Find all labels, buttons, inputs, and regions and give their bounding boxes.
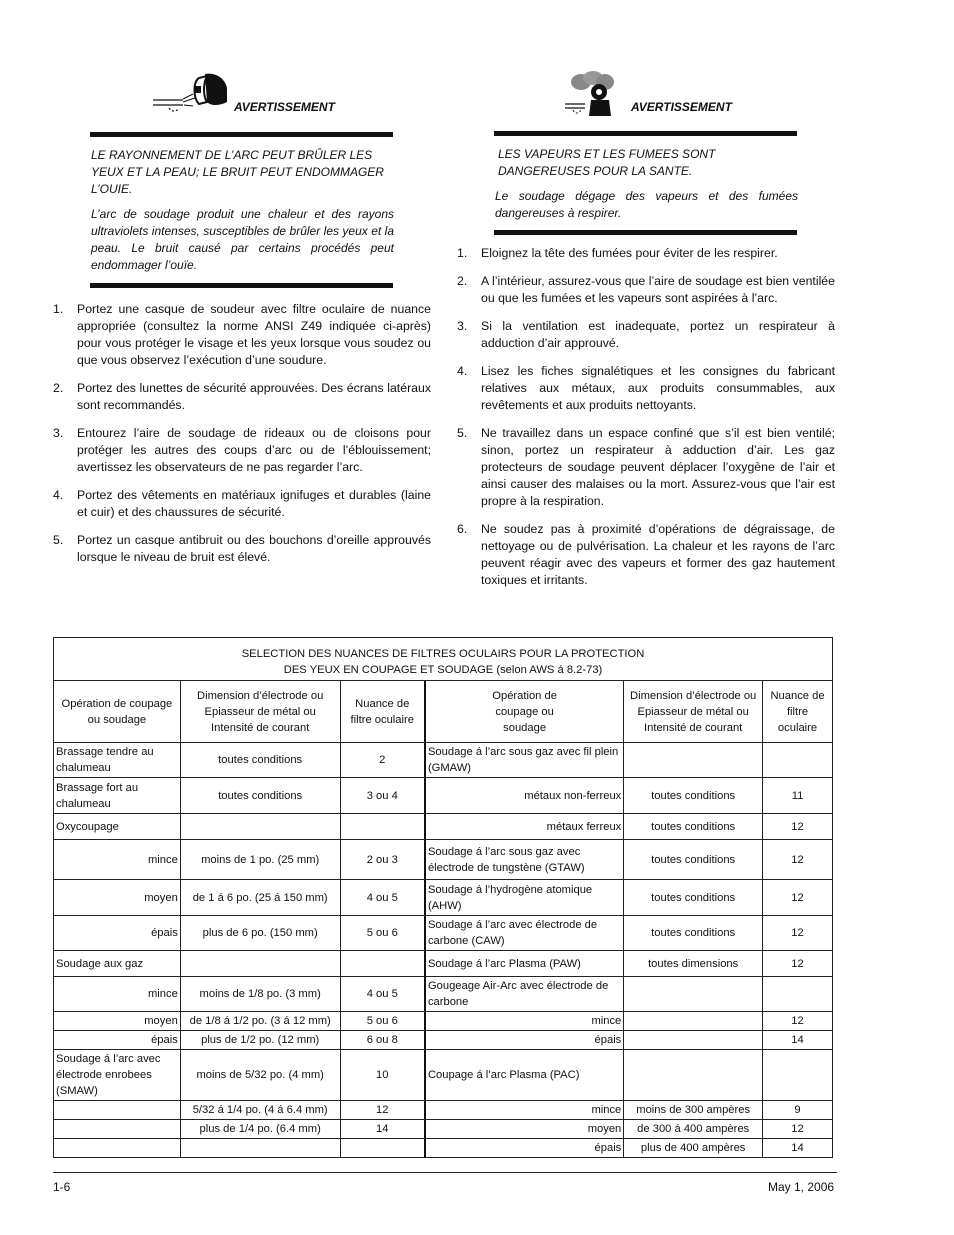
table-cell: 12 xyxy=(763,1012,833,1031)
table-cell: moins de 1 po. (25 mm) xyxy=(180,840,340,880)
table-cell: 5 ou 6 xyxy=(340,916,425,951)
table-cell: plus de 1/4 po. (6.4 mm) xyxy=(180,1120,340,1139)
table-cell: 3 ou 4 xyxy=(340,778,425,814)
table-cell: toutes conditions xyxy=(180,743,340,778)
welding-helmet-icon xyxy=(153,72,233,114)
list-item xyxy=(457,521,835,589)
table-cell: 5/32 á 1/4 po. (4 á 6.4 mm) xyxy=(180,1101,340,1120)
table-header-row xyxy=(54,681,833,743)
left-warning-body: L’arc de soudage produit une chaleur et des rayons ultraviolets intenses, susceptibles de brûler les yeux et la peau. Le bruit causé par certains procédés peut endommager l’ouïe. xyxy=(91,207,394,272)
list-item xyxy=(53,532,431,566)
table-cell: Soudage aux gaz xyxy=(54,951,181,977)
left-warning-heading: LE RAYONNEMENT DE L’ARC PEUT BRÛLER LES YEUX ET LA PEAU; LE BRUIT PEUT ENDOMMAGER L’OUIE. xyxy=(91,148,384,196)
table-cell: Soudage á l’arc sous gaz avec électrode de tungstène (GTAW) xyxy=(425,840,624,880)
item-text: Si la ventilation est inadequate, portez un respirateur à adduction d’air approuvé. xyxy=(481,319,835,350)
table-cell: 12 xyxy=(763,1120,833,1139)
list-item xyxy=(457,245,835,262)
table-cell: 12 xyxy=(763,840,833,880)
item-number: 3. xyxy=(53,426,64,440)
item-number: 5. xyxy=(53,533,64,547)
left-column xyxy=(53,66,431,577)
table-cell: 12 xyxy=(340,1101,425,1120)
table-cell xyxy=(340,951,425,977)
item-number: 2. xyxy=(457,274,468,288)
right-warning-top-rule xyxy=(494,131,797,136)
right-warning-title: AVERTISSEMENT xyxy=(631,100,732,114)
item-text: A l’intérieur, assurez-vous que l’aire de soudage est bien ventilée ou que les fumées et les vapeurs sont aspirées à l’arc. xyxy=(481,274,835,305)
table-cell xyxy=(340,1139,425,1158)
table-cell: plus de 6 po. (150 mm) xyxy=(180,916,340,951)
column-header: Opération de coupage ou soudage xyxy=(425,681,624,743)
table-cell xyxy=(340,814,425,840)
item-text: Portez un casque antibruit ou des bouchons d’oreille approuvés lorsque le niveau de bruit est élevé. xyxy=(77,533,431,564)
item-number: 1. xyxy=(53,302,64,316)
list-item xyxy=(457,425,835,510)
table-cell: 12 xyxy=(763,880,833,916)
table-cell: Brassage fort au chalumeau xyxy=(54,778,181,814)
list-item xyxy=(457,363,835,414)
table-cell: 11 xyxy=(763,778,833,814)
item-number: 5. xyxy=(457,426,468,440)
item-text: Eloignez la tête des fumées pour éviter de les respirer. xyxy=(481,246,778,260)
table-cell: plus de 400 ampères xyxy=(624,1139,763,1158)
left-warning-top-rule xyxy=(90,132,393,137)
table-cell: 14 xyxy=(763,1139,833,1158)
item-text: Portez une casque de soudeur avec filtre oculaire de nuance appropriée (consultez la norme ANSI Z49 indiquée ci-après) pour vous protéger le visage et les yeux lorsque vous soudez ou que vous observez l’exécution d’une soudure. xyxy=(77,302,431,367)
table-row xyxy=(54,840,833,880)
table-row xyxy=(54,951,833,977)
table-cell: toutes conditions xyxy=(624,880,763,916)
table-cell: moyen xyxy=(54,880,181,916)
list-item xyxy=(53,487,431,521)
table-cell: toutes conditions xyxy=(180,778,340,814)
table-cell: mince xyxy=(54,977,181,1012)
item-text: Ne soudez pas à proximité d’opérations de dégraissage, de nettoyage ou de pulvérisation. La chaleur et les rayons de l’arc peuvent réagir avec des vapeurs et former des gaz hautement toxiques et irritants. xyxy=(481,522,835,587)
table-cell: épais xyxy=(425,1139,624,1158)
table-cell: métaux ferreux xyxy=(425,814,624,840)
table-cell xyxy=(180,1139,340,1158)
list-item xyxy=(53,425,431,476)
right-warning-header xyxy=(457,66,835,116)
table-cell: 9 xyxy=(763,1101,833,1120)
table-cell: Brassage tendre au chalumeau xyxy=(54,743,181,778)
item-text: Portez des vêtements en matériaux ignifuges et durables (laine et cuir) et des chaussures de sécurité. xyxy=(77,488,431,519)
table-cell: 5 ou 6 xyxy=(340,1012,425,1031)
table-cell: métaux non-ferreux xyxy=(425,778,624,814)
item-number: 2. xyxy=(53,381,64,395)
table-row xyxy=(54,814,833,840)
table-cell xyxy=(54,1139,181,1158)
table-cell: épais xyxy=(54,1031,181,1050)
column-header: Dimension d’électrode ou Epiasseur de métal ou Intensité de courant xyxy=(624,681,763,743)
table-cell: moins de 5/32 po. (4 mm) xyxy=(180,1050,340,1101)
fumes-hazard-icon xyxy=(563,70,623,116)
table-cell: 4 ou 5 xyxy=(340,880,425,916)
table-row xyxy=(54,1101,833,1120)
footer-date: May 1, 2006 xyxy=(768,1180,835,1194)
table-cell: moyen xyxy=(54,1012,181,1031)
table-cell: 12 xyxy=(763,951,833,977)
item-number: 4. xyxy=(53,488,64,502)
table-row xyxy=(54,743,833,778)
table-cell: toutes conditions xyxy=(624,778,763,814)
table-cell: toutes conditions xyxy=(624,814,763,840)
table-row xyxy=(54,778,833,814)
table-cell: de 1/8 á 1/2 po. (3 á 12 mm) xyxy=(180,1012,340,1031)
table-cell: 2 xyxy=(340,743,425,778)
item-text: Ne travaillez dans un espace confiné que s’il est bien ventilé; sinon, portez un respirateur à adduction d’air. Les gaz protecteurs de soudage peuvent déplacer l’oxygène de l’air et ainsi causer des malaises ou la mort. Assurez-vous que l’air est propre à la respiration. xyxy=(481,426,835,508)
table-cell xyxy=(624,1050,763,1101)
column-header: Dimension d’électrode ou Epiasseur de métal ou Intensité de courant xyxy=(180,681,340,743)
table-row xyxy=(54,1139,833,1158)
table-cell: toutes conditions xyxy=(624,916,763,951)
table-cell xyxy=(763,743,833,778)
footer-rule xyxy=(53,1172,837,1173)
table-row xyxy=(54,1120,833,1139)
column-header: Nuance de filtre oculaire xyxy=(763,681,833,743)
right-warning-heading: LES VAPEURS ET LES FUMEES SONT DANGEREUSES POUR LA SANTE. xyxy=(498,147,716,178)
left-warning-bottom-rule xyxy=(90,283,393,288)
list-item xyxy=(53,301,431,369)
right-column xyxy=(457,66,835,600)
table-cell: de 300 á 400 ampères xyxy=(624,1120,763,1139)
table-cell: moyen xyxy=(425,1120,624,1139)
table-cell: 12 xyxy=(763,814,833,840)
right-warning-body: Le soudage dégage des vapeurs et des fumées dangereuses à respirer. xyxy=(495,189,798,220)
table-cell: 10 xyxy=(340,1050,425,1101)
table-cell xyxy=(180,951,340,977)
table-cell: épais xyxy=(54,916,181,951)
item-text: Portez des lunettes de sécurité approuvées. Des écrans latéraux sont recommandés. xyxy=(77,381,431,412)
table-cell: Soudage á l’arc avec électrode enrobees (SMAW) xyxy=(54,1050,181,1101)
table-row xyxy=(54,1031,833,1050)
table-cell: toutes conditions xyxy=(624,840,763,880)
item-text: Entourez l’aire de soudage de rideaux ou de cloisons pour protéger les autres des coups d’arc ou de l’éblouissement; avertissez les observateurs de ne pas regarder l’arc. xyxy=(77,426,431,474)
item-number: 4. xyxy=(457,364,468,378)
table-cell xyxy=(54,1101,181,1120)
table-row xyxy=(54,977,833,1012)
table-title xyxy=(54,638,833,681)
item-number: 6. xyxy=(457,522,468,536)
left-warning-header xyxy=(53,66,431,116)
table-cell xyxy=(624,743,763,778)
table-cell: 12 xyxy=(763,916,833,951)
column-header: Opération de coupage ou soudage xyxy=(54,681,181,743)
table-cell xyxy=(624,1012,763,1031)
table-cell: 2 ou 3 xyxy=(340,840,425,880)
table-row xyxy=(54,916,833,951)
table-row xyxy=(54,1050,833,1101)
table-cell xyxy=(624,1031,763,1050)
table-cell xyxy=(624,977,763,1012)
left-warning-text xyxy=(91,147,394,274)
table-cell: moins de 1/8 po. (3 mm) xyxy=(180,977,340,1012)
table-cell: Soudage á l’arc avec électrode de carbone (CAW) xyxy=(425,916,624,951)
table-cell: moins de 300 ampères xyxy=(624,1101,763,1120)
table-cell: Soudage á l’hydrogène atomique (AHW) xyxy=(425,880,624,916)
table-cell: de 1 á 6 po. (25 á 150 mm) xyxy=(180,880,340,916)
table-cell: Oxycoupage xyxy=(54,814,181,840)
table-cell: mince xyxy=(54,840,181,880)
filter-shade-table xyxy=(53,637,833,1158)
table-row xyxy=(54,880,833,916)
item-text: Lisez les fiches signalétiques et les consignes du fabricant relatives aux métaux, aux produits consummables, aux revêtements et aux produits nettoyants. xyxy=(481,364,835,412)
item-number: 3. xyxy=(457,319,468,333)
page-number: 1-6 xyxy=(53,1180,71,1194)
left-item-list xyxy=(53,301,431,566)
list-item xyxy=(457,318,835,352)
list-item xyxy=(53,380,431,414)
table-cell: Coupage á l’arc Plasma (PAC) xyxy=(425,1050,624,1101)
table-cell: plus de 1/2 po. (12 mm) xyxy=(180,1031,340,1050)
table-cell: Soudage á l’arc sous gaz avec fil plein (GMAW) xyxy=(425,743,624,778)
table-cell: toutes dimensions xyxy=(624,951,763,977)
table-cell xyxy=(763,1050,833,1101)
table-cell: 14 xyxy=(763,1031,833,1050)
table-cell xyxy=(54,1120,181,1139)
right-item-list xyxy=(457,245,835,589)
table-title-row xyxy=(54,638,833,681)
column-header: Nuance de filtre oculaire xyxy=(340,681,425,743)
item-number: 1. xyxy=(457,246,468,260)
table-cell: mince xyxy=(425,1012,624,1031)
table-cell: 6 ou 8 xyxy=(340,1031,425,1050)
table-row xyxy=(54,1012,833,1031)
table-title-line2: DES YEUX EN COUPAGE ET SOUDAGE (selon AWS á 8.2-73) xyxy=(283,664,603,676)
list-item xyxy=(457,273,835,307)
right-warning-bottom-rule xyxy=(494,230,797,235)
table-cell: Soudage á l’arc Plasma (PAW) xyxy=(425,951,624,977)
table-cell: 14 xyxy=(340,1120,425,1139)
table-cell: mince xyxy=(425,1101,624,1120)
table-cell: épais xyxy=(425,1031,624,1050)
table-title-line1: SELECTION DES NUANCES DE FILTRES OCULAIRS POUR LA PROTECTION xyxy=(241,648,645,660)
table-cell: 4 ou 5 xyxy=(340,977,425,1012)
table-cell xyxy=(180,814,340,840)
table-cell: Gougeage Air-Arc avec électrode de carbone xyxy=(425,977,624,1012)
right-warning-text xyxy=(495,146,798,222)
table-cell xyxy=(763,977,833,1012)
left-warning-title: AVERTISSEMENT xyxy=(234,100,335,114)
